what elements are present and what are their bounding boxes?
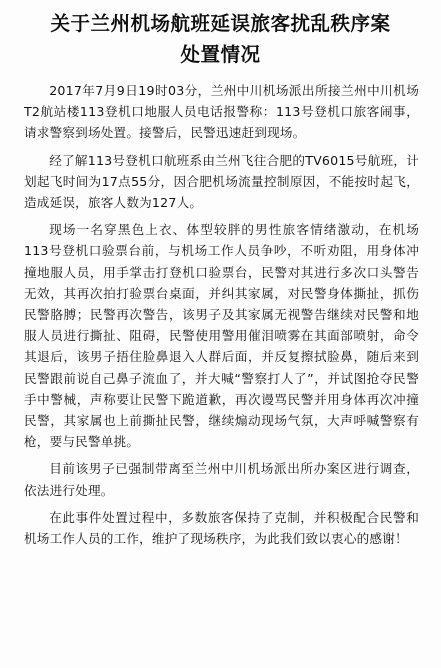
paragraph-report: 2017年7月9日19时03分，兰州中川机场派出所接兰州中川机场T2航站楼113登机口地服人员电话报警称：113号登机口旅客闹事，请求警察到场处置。接警后，民警迅速赶到现场。 bbox=[24, 83, 419, 141]
paragraph-flight-info: 经了解113号登机口航班系由兰州飞往合肥的TV6015号航班，计划起飞时间为17点55分，因合肥机场流量控制原因，不能按时起飞，造成延误，旅客人数为127人。 bbox=[24, 152, 419, 211]
notice-body bbox=[0, 70, 441, 549]
paragraph-handling: 目前该男子已强制带离至兰州中川机场派出所办案区进行调查，依法进行处理。 bbox=[24, 461, 419, 498]
paragraph-thanks: 在此事件处置过程中，多数旅客保持了克制，并积极配合民警和机场工作人员的工作，维护了现场秩序，为此我们致以衷心的感谢！ bbox=[24, 509, 419, 547]
paragraph-incident: 现场一名穿黑色上衣、体型较胖的男性旅客情绪激动，在机场113号登机口验票台前，与机场工作人员争吵，不听劝阻，用身体冲撞地服人员，用手掌击打登机口验票台，民警对其进行多次口头警告无效，其再次拍打验票台桌面，并纠其家属，对民警身体撕扯，抓伤民警胳膊；民警再次警告，该男子及其家属无视警告继续对民警和地服人员进行撕扯、阻碍，民警使用警用催泪喷雾在其面部喷射，命令其退后，该男子捂住脸鼻退入人群后面，并反复擦拭脸鼻，随后来到民警跟前说自己鼻子流血了，并大喊“警察打人了”，并试图抢夺民警手中警械，声称要让民警下跪道歉，再次谩骂民警并用身体再次冲撞民警，其家属也上前撕扯民警，继续煽动现场气氛，大声呼喊警察有枪，要与民警单挑。 bbox=[24, 222, 419, 450]
notice-title-line-2: 处置情况 bbox=[180, 43, 261, 66]
notice-title-line-1: 关于兰州机场航班延误旅客扰乱秩序案 bbox=[50, 12, 391, 35]
notice-title bbox=[0, 0, 441, 70]
